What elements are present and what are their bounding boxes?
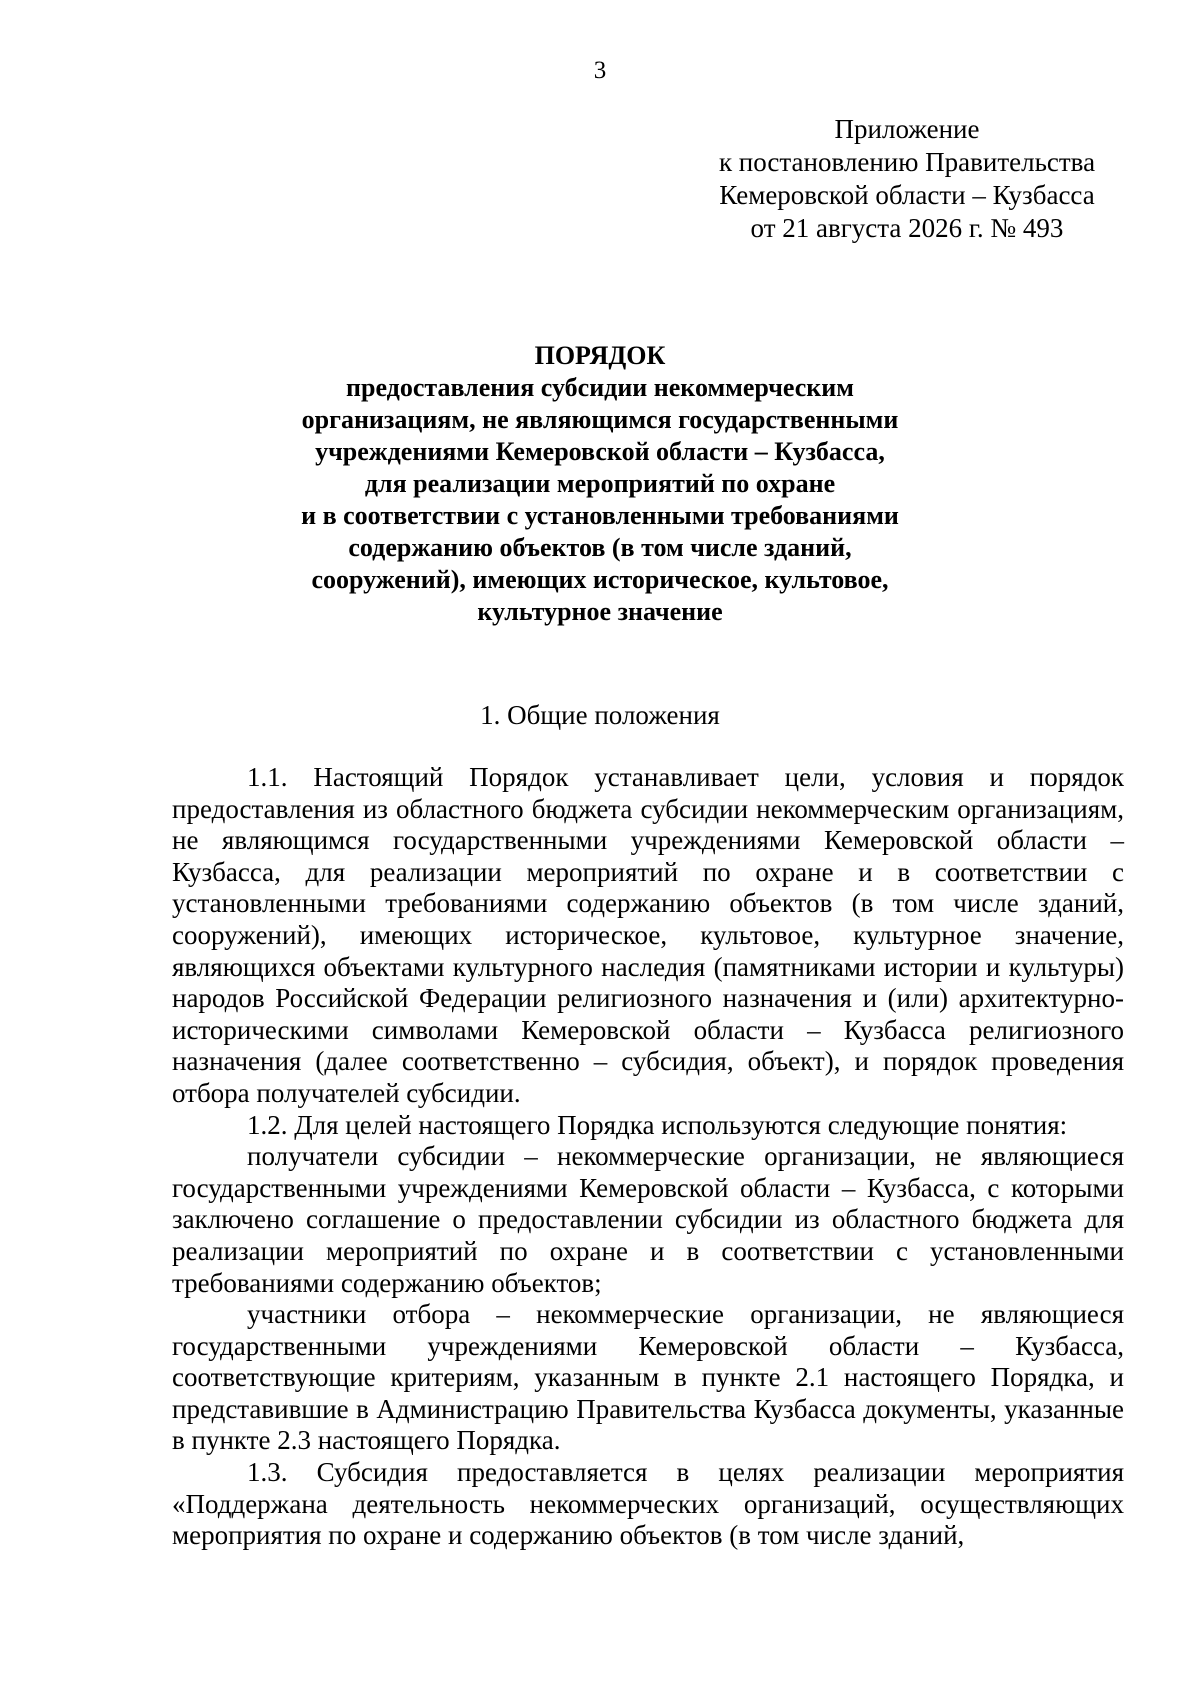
title-heading: ПОРЯДОК [534,341,666,370]
title-line: для реализации мероприятий по охране [364,469,836,498]
title-line: содержанию объектов (в том числе зданий, [348,533,852,562]
title-line: организациям, не являющимся государственными [301,405,899,434]
section-heading: 1. Общие положения [480,700,720,730]
title-line: сооружений), имеющих историческое, культовое, [311,565,889,594]
definition-participants: участники отбора – некоммерческие организации, не являющиеся государственными учреждениями Кемеровской области – Кузбасса, соответствующие критериям, указанным в пункте 2.1 настоящего Порядка, и представившие в Администрацию Правительства Кузбасса документы, указанные в пункте 2.3 настоящего Порядка. [172,1299,1124,1456]
appendix-region: Кемеровской области – Кузбасса [719,180,1095,210]
paragraph-1-3: 1.3. Субсидия предоставляется в целях реализации мероприятия «Поддержана деятельность некоммерческих организаций, осуществляющих мероприятия по охране и содержанию объектов (в том числе зданий, [172,1457,1124,1551]
paragraph-1-2: 1.2. Для целей настоящего Порядка используются следующие понятия: [247,1109,1068,1140]
title-line: учреждениями Кемеровской области – Кузбасса, [315,437,885,466]
appendix-block [700,113,1114,245]
document-body [172,762,1124,1552]
definition-recipients: получатели субсидии – некоммерческие организации, не являющиеся государственными учреждениями Кемеровской области – Кузбасса, с которыми заключено соглашение о предоставлении субсидии из областного бюджета для реализации мероприятий по охране и в соответствии с установленными требованиями содержанию объектов; [172,1141,1124,1298]
title-line: предоставления субсидии некоммерческим [346,373,854,402]
appendix-reference: к постановлению Правительства [718,147,1096,177]
page-number: 3 [593,57,607,84]
appendix-date-number: от 21 августа 2026 г. № 493 [750,213,1064,243]
document-title [0,340,1200,628]
title-line: культурное значение [477,597,723,626]
appendix-label: Приложение [834,114,980,144]
paragraph-1-1: 1.1. Настоящий Порядок устанавливает цели, условия и порядок предоставления из областного бюджета субсидии некоммерческим организациям, не являющимся государственными учреждениями Кемеровской области – Кузбасса, для реализации мероприятий по охране и в соответствии с установленными требованиями содержанию объектов (в том числе зданий, сооружений), имеющих историческое, культовое, культурное значение, являющихся объектами культурного наследия (памятниками истории и культуры) народов Российской Федерации религиозного назначения и (или) архитектурно-историческими символами Кемеровской области – Кузбасса религиозного назначения (далее соответственно – субсидия, объект), и порядок проведения отбора получателей субсидии. [172,762,1124,1108]
title-line: и в соответствии с установленными требованиями [301,501,899,530]
